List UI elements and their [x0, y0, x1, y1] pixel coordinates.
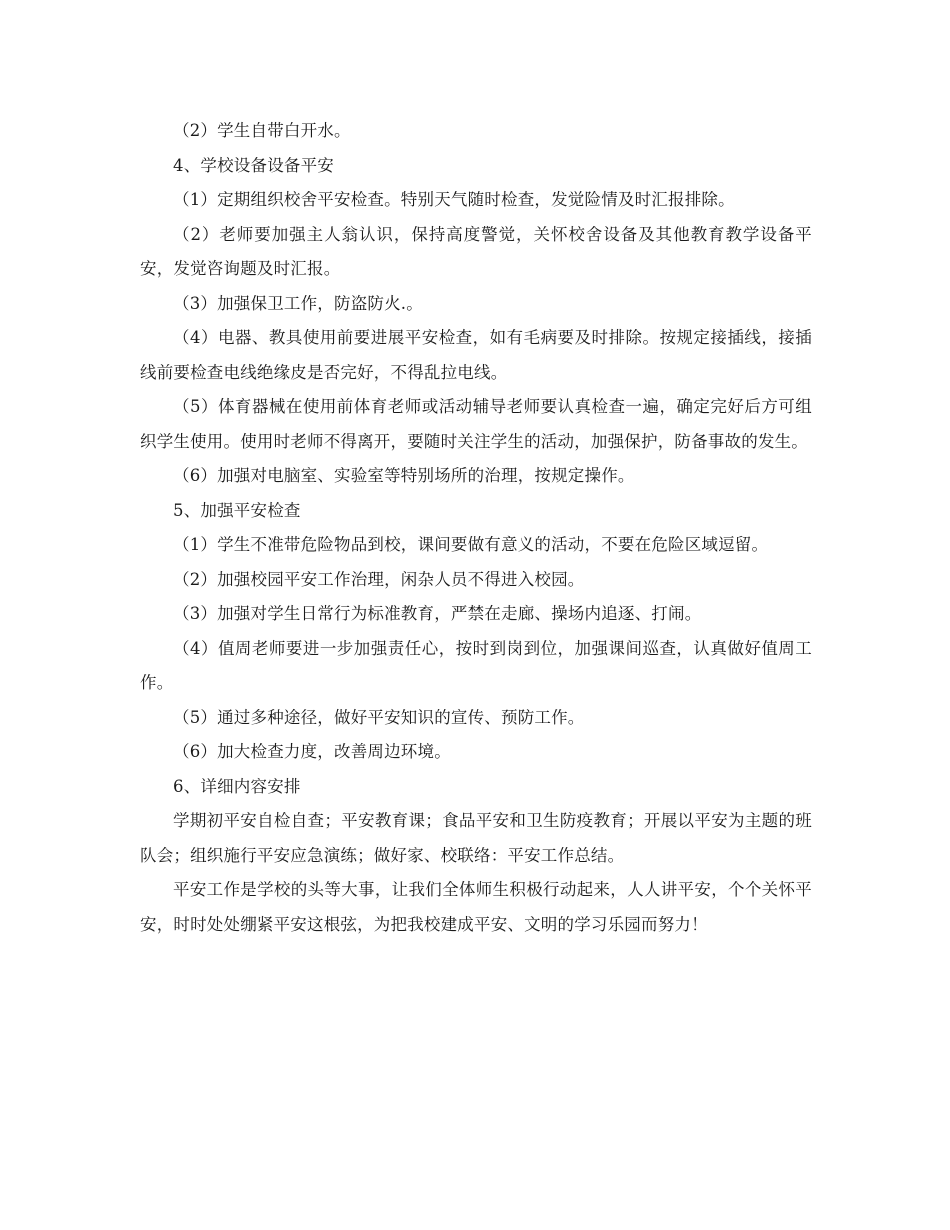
- paragraph-water: （2）学生自带白开水。: [173, 121, 351, 140]
- heading-safety-inspection: 5、加强平安检查: [173, 500, 301, 520]
- document-body: [140, 114, 812, 942]
- paragraph-arrangement: 学期初平安自检自查；平安教育课；食品平安和卫生防疫教育；开展以平安为主题的班队会；组织施行平安应急演练；做好家、校联络：平安工作总结。: [140, 811, 812, 865]
- heading-equipment-safety: 4、学校设备设备平安: [173, 155, 334, 175]
- paragraph-inspection-1: （1）学生不准带危险物品到校，课间要做有意义的活动，不要在危险区域逗留。: [173, 535, 769, 554]
- paragraph-equipment-3: （3）加强保卫工作，防盗防火.。: [173, 293, 423, 313]
- paragraph-equipment-6: （6）加强对电脑室、实验室等特别场所的治理，按规定操作。: [173, 466, 635, 485]
- paragraph-equipment-4: （4）电器、教具使用前要进展平安检查，如有毛病要及时排除。按规定接插线，接插线前要检查电线绝缘皮是否完好，不得乱拉电线。: [140, 328, 812, 382]
- paragraph-inspection-6: （6）加大检查力度，改善周边环境。: [173, 742, 451, 761]
- paragraph-inspection-2: （2）加强校园平安工作治理，闲杂人员不得进入校园。: [173, 569, 585, 589]
- paragraph-inspection-4: （4）值周老师要进一步加强责任心，按时到岗到位，加强课间巡查，认真做好值周工作。: [140, 638, 812, 692]
- paragraph-equipment-1: （1）定期组织校舍平安检查。特别天气随时检查，发觉险情及时汇报排除。: [173, 190, 735, 209]
- heading-detailed-arrangement: 6、详细内容安排: [173, 776, 301, 796]
- paragraph-conclusion: 平安工作是学校的头等大事，让我们全体师生积极行动起来，人人讲平安，个个关怀平安，时时处处绷紧平安这根弦，为把我校建成平安、文明的学习乐园而努力！: [140, 880, 812, 934]
- paragraph-inspection-3: （3）加强对学生日常行为标准教育，严禁在走廊、操场内追逐、打闹。: [173, 604, 702, 623]
- paragraph-inspection-5: （5）通过多种途径，做好平安知识的宣传、预防工作。: [173, 707, 585, 727]
- paragraph-equipment-5: （5）体育器械在使用前体育老师或活动辅导老师要认真检查一遍，确定完好后方可组织学生使用。使用时老师不得离开，要随时关注学生的活动，加强保护，防备事故的发生。: [140, 397, 812, 451]
- paragraph-equipment-2: （2）老师要加强主人翁认识，保持高度警觉，关怀校舍设备及其他教育教学设备平安，发觉咨询题及时汇报。: [140, 224, 812, 278]
